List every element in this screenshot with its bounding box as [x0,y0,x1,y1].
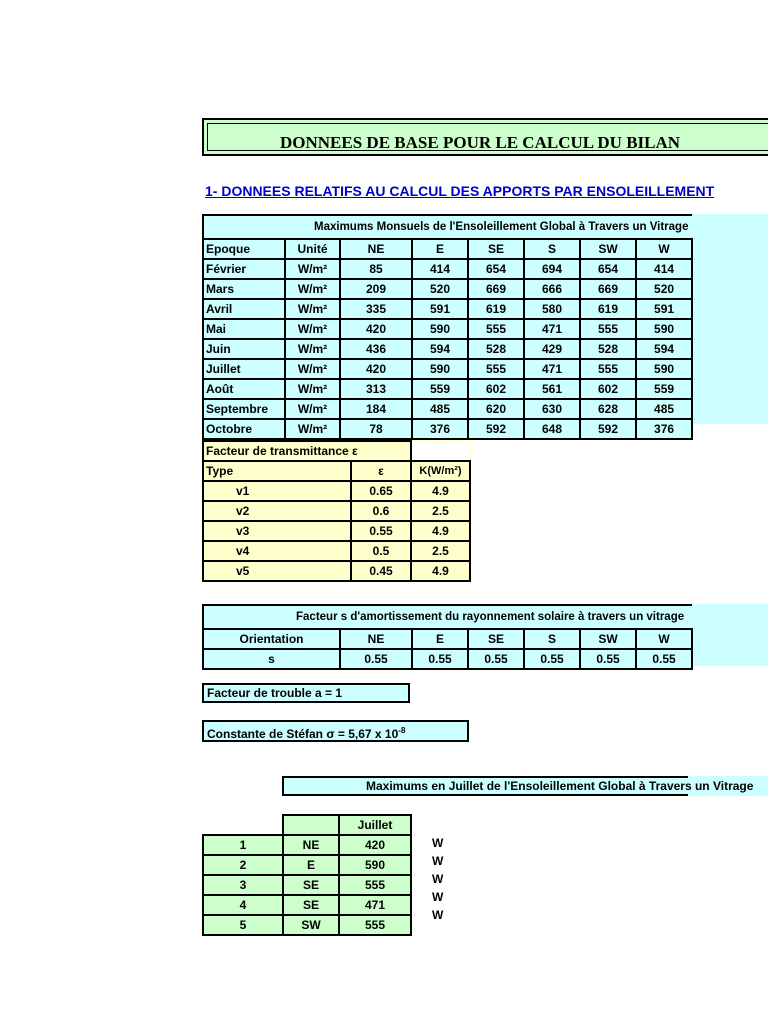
table-cell: 471 [524,319,580,339]
table-cell: 528 [468,339,524,359]
table4-header: Juillet [339,815,411,835]
table-cell: 471 [524,359,580,379]
table-cell: 313 [340,379,412,399]
table-cell: 619 [468,299,524,319]
july-maxima-table [202,814,412,936]
table-cell: 520 [636,279,692,299]
transmittance-caption: Facteur de transmittance ε [203,441,411,461]
table3-header: S [524,629,580,649]
table-cell: 520 [412,279,468,299]
table-cell: 485 [412,399,468,419]
title-frame [207,123,768,151]
table-cell: 0.55 [340,649,412,669]
table-row [203,481,470,501]
table-cell: W/m² [285,319,340,339]
table4-caption: Maximums en Juillet de l'Ensoleillement Global à Travers un Vitrage [282,776,688,796]
table-cell: 2 [203,855,283,875]
table-cell: 654 [580,259,636,279]
table-cell: Juin [203,339,285,359]
table-cell: 0.55 [524,649,580,669]
page-title: DONNEES DE BASE POUR LE CALCUL DU BILAN [280,133,681,152]
empty-cell [411,441,470,461]
table-cell: 78 [340,419,412,439]
table-cell: 376 [412,419,468,439]
table1-header: Epoque [203,239,285,259]
table3-caption: Facteur s d'amortissement du rayonnement solaire à travers un vitrage [203,605,692,629]
table1-header: E [412,239,468,259]
table3-overflow-fill [688,604,768,666]
table-cell: s [203,649,340,669]
table-cell: 420 [340,319,412,339]
damping-factor-table [202,604,693,670]
table-row [203,259,692,279]
table-row [203,915,411,935]
table-cell: 590 [412,359,468,379]
table-cell: 590 [412,319,468,339]
table-cell: 555 [580,359,636,379]
table-cell: SE [283,895,339,915]
table-cell: 561 [524,379,580,399]
table-row [203,279,692,299]
table3-header: E [412,629,468,649]
table-cell: W/m² [285,359,340,379]
unit-label: W [432,908,444,922]
table-row [203,501,470,521]
table-cell: SE [283,875,339,895]
table-cell: Mai [203,319,285,339]
table-cell: 630 [524,399,580,419]
july-unit-column [432,834,443,924]
table-cell: W/m² [285,419,340,439]
title-box [202,118,768,156]
table-cell: Février [203,259,285,279]
table-cell: 591 [412,299,468,319]
table1-header: W [636,239,692,259]
unit-label: W [432,872,444,886]
table-cell: 429 [524,339,580,359]
table-cell: 0.55 [351,521,411,541]
table1-header-row [203,239,692,259]
table-cell: 376 [636,419,692,439]
table-cell: 5 [203,915,283,935]
table3-clip [202,604,692,668]
table-cell: 619 [580,299,636,319]
unit-label: W [432,854,444,868]
table-row [203,339,692,359]
table-cell: E [283,855,339,875]
table-row [203,379,692,399]
table1-caption: Maximums Monsuels de l'Ensoleillement Global à Travers un Vitrage [203,215,692,239]
table-cell: W/m² [285,399,340,419]
table-cell: 420 [340,359,412,379]
table-cell: 592 [468,419,524,439]
table-cell: 0.6 [351,501,411,521]
table-cell: 559 [412,379,468,399]
table-cell: 471 [339,895,411,915]
table-cell: 594 [636,339,692,359]
section-link[interactable]: 1- DONNEES RELATIFS AU CALCUL DES APPORTS PAR ENSOLEILLEMENT [205,183,715,199]
table1-header: S [524,239,580,259]
table-cell: 669 [580,279,636,299]
table-cell: W/m² [285,259,340,279]
table-cell: Juillet [203,359,285,379]
table-cell: Mars [203,279,285,299]
table1-header: Unité [285,239,340,259]
table1-header: NE [340,239,412,259]
table-cell: 555 [468,359,524,379]
table-cell: 590 [636,319,692,339]
table-cell: 666 [524,279,580,299]
table-cell: v4 [203,541,351,561]
table-cell: Octobre [203,419,285,439]
table1-header: SW [580,239,636,259]
stefan-constant-box [202,720,469,742]
table-cell: 335 [340,299,412,319]
july-block [202,814,412,936]
table-cell: 648 [524,419,580,439]
table-cell: 0.45 [351,561,411,581]
empty-cell [283,815,339,835]
table-row [203,299,692,319]
table-cell: 1 [203,835,283,855]
table-cell: 4.9 [411,561,470,581]
table-row [203,561,470,581]
stefan-exponent: -8 [398,726,406,735]
table-cell: 528 [580,339,636,359]
table-cell: 420 [339,835,411,855]
empty-cell [203,815,283,835]
table-cell: 592 [580,419,636,439]
table-cell: W/m² [285,279,340,299]
table-cell: 0.55 [468,649,524,669]
table-cell: 594 [412,339,468,359]
table-cell: 580 [524,299,580,319]
table-cell: 3 [203,875,283,895]
table3-header: NE [340,629,412,649]
table-cell: 0.55 [636,649,692,669]
table2-header: K(W/m²) [411,461,470,481]
table1-clip [202,214,692,436]
table-cell: v2 [203,501,351,521]
table-cell: 0.55 [580,649,636,669]
table-row [203,521,470,541]
table-cell: 590 [636,359,692,379]
table-cell: 654 [468,259,524,279]
table-cell: 436 [340,339,412,359]
table-cell: 559 [636,379,692,399]
table-cell: 485 [636,399,692,419]
table-cell: v5 [203,561,351,581]
table-cell: W/m² [285,299,340,319]
table-cell: 0.5 [351,541,411,561]
table-row [203,649,692,669]
table-cell: 184 [340,399,412,419]
table-row [203,399,692,419]
table3-header: W [636,629,692,649]
table4-header-row [203,815,411,835]
table-cell: 0.65 [351,481,411,501]
table-cell: SW [283,915,339,935]
table-cell: 2.5 [411,541,470,561]
table-cell: 669 [468,279,524,299]
trouble-factor-box: Facteur de trouble a = 1 [202,683,410,703]
table-row [203,541,470,561]
table-cell: W/m² [285,339,340,359]
table1-header: SE [468,239,524,259]
table-cell: 4 [203,895,283,915]
table-row [203,319,692,339]
table3-header: Orientation [203,629,340,649]
table3-header: SW [580,629,636,649]
table-cell: 4.9 [411,481,470,501]
table-cell: 694 [524,259,580,279]
table-row [203,855,411,875]
table-cell: 414 [636,259,692,279]
table-cell: 555 [339,875,411,895]
table-cell: NE [283,835,339,855]
table-row [203,895,411,915]
table-cell: 590 [339,855,411,875]
table2-header-row [203,461,470,481]
table-row [203,835,411,855]
table3-header: SE [468,629,524,649]
section-link-clip [205,180,715,202]
table-cell: 555 [468,319,524,339]
table-cell: W/m² [285,379,340,399]
table-cell: Avril [203,299,285,319]
table2-header: ε [351,461,411,481]
table-cell: 85 [340,259,412,279]
transmittance-table [202,440,471,582]
table-cell: 414 [412,259,468,279]
table3-header-row [203,629,692,649]
table1-overflow-fill [688,214,768,424]
unit-label: W [432,836,444,850]
table-cell: 591 [636,299,692,319]
table-cell: 620 [468,399,524,419]
table-cell: 0.55 [412,649,468,669]
table-cell: 2.5 [411,501,470,521]
table-cell: 602 [468,379,524,399]
table-cell: v1 [203,481,351,501]
table-row [203,359,692,379]
table-cell: Septembre [203,399,285,419]
table2-header: Type [203,461,351,481]
table-cell: 209 [340,279,412,299]
table-cell: 555 [339,915,411,935]
unit-label: W [432,890,444,904]
stefan-constant-text: Constante de Stéfan σ = 5,67 x 10 [207,727,399,741]
transmittance-block [202,440,471,582]
table-cell: 555 [580,319,636,339]
table-cell: 602 [580,379,636,399]
table-cell: Août [203,379,285,399]
table-cell: 4.9 [411,521,470,541]
table-row [203,875,411,895]
monthly-maxima-table [202,214,693,440]
table-row [203,419,692,439]
table-cell: v3 [203,521,351,541]
table-cell: 628 [580,399,636,419]
